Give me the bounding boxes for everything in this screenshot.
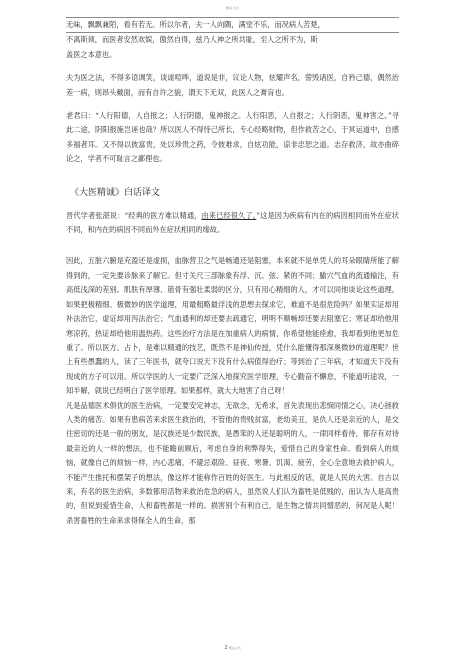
original-line-2: 不离斯须，而医者安然欢娱，傲然自得，兹乃人神之所共耻，至人之所不为，斯 <box>66 35 318 45</box>
original-line-3: 盖医之本意也。 <box>66 49 117 59</box>
footer-watermark: 精品文档 <box>228 646 241 650</box>
translation-paragraph-2: 因此，五脏六腑是充盈还是虚损，血脉营卫之气是畅通还是阻塞，本来就不是单凭人的耳朵眼睛所能了解得到的，一定先要诊脉来了解它。但寸关尺三部脉象有浮、沉、弦、紧的不同；腧穴气血的流通输注，有高低浅深的差别。肌肤有厚薄、筋骨有强壮柔弱的区分，只有用心精细的人，才可以同他谈论这些道理。如果把极精细、极微妙的医学道理，用最粗略最浮浅的思想去探求它，难道不是很危险吗？如果实证却用补法治它，虚证却用泻法治它；气血通利的却还要去疏通它，明明不顺畅却还要去阻塞它；寒证却给他用寒凉药，热证却给他用温热药。这些治疗方法是在加重病人的病情，你希望他能痊愈，我却看到他更加危重了。所以医方、占卜，是难以精通的技艺，既然不是神仙传授，凭什么能懂得那深奥微妙的道理呢？世上有些愚蠢的人，读了三年医书，就夸口说天下没有什么病值得治疗；等到治了三年病，才知道天下没有现成的方子可以用。所以学医的人一定要广泛深入地探究医学原理，专心勤奋不懈怠，不能道听途说，一知半解，就说已经明白了医学原理。如果那样，就大大地害了自己呀！ <box>66 256 399 396</box>
translation-paragraph-3: 凡是品德医术俱优的医生治病，一定要安定神志，无欲念，无希求，首先表现出悲悯同情之心，决心拯救人类的痛苦。如果有患病苦来求医生救治的，不管他的贵贱贫富，老幼美丑，是仇人还是亲近的人，是交往密切的还是一般的朋友，是汉族还是少数民族，是愚笨的人还是聪明的人，一律同样看待，都存有对待最亲近的人一样的想法，也不能瞻前顾后，考虑自身的利弊得失，爱惜自己的身家性命。看到病人的烦恼，就像自己的烦恼一样，内心悲痛，不避忌艰险、昼夜、寒暑、饥渴、疲劳，全心全意地去救护病人，不能产生推托和摆架子的想法，像这样才能称作百姓的好医生。与此相反的话，就是人民的大害。自古以来，有名的医生治病，多数都用活物来救治危急的病人，虽然说人们认为畜牲是低贱的，而认为人是高贵的，但说到爱惜生命，人和畜牲都是一样的。损害别个有利自己，是生物之情共同憎恶的，何况是人呢！杀害畜牲的生命来求得保全人的生命，那 <box>66 400 399 525</box>
original-paragraph-3: 老君曰：“人行阳德，人自报之；人行阴德，鬼神报之。人行阳恶，人自报之；人行阴恶，鬼神害之。”寻此二途，阴阳报施岂诬也哉？所以医人不得恃己所长，专心经略财物，但作救苦之心，于冥运道中，自感多福者耳。又不得以彼富贵，处以珍贵之药，令彼难求，自炫功能，谅非忠恕之道。志存救济，故亦曲碎论之，学者不可耻言之鄙俚也。 <box>66 111 399 164</box>
original-line-1: 无味，飘飘兼陌，看有若无。所以尔者，夫一人向隅，满堂不乐，而况病人苦楚， <box>66 20 325 29</box>
translation-p1-before: 晋代学者张湛说：“经典的医方难以精通， <box>66 210 202 220</box>
page-number: 2 <box>224 645 228 651</box>
page-footer <box>0 645 465 651</box>
page-header-watermark: 精品文档 <box>226 6 239 10</box>
translation-p1-underlined: 由来已经很久了。 <box>201 210 257 220</box>
section-title: 《大医精诚》白话译文 <box>70 187 161 198</box>
original-paragraph-2: 夫为医之法，不得多语调笑，谈谑喧哗，道说是非，议论人物，炫耀声名，訾毁诸医，自矜己德，偶然治差一病，则昂头戴面，而有自许之貌，谓天下无双，此医人之膏肓也。 <box>66 73 399 97</box>
translation-paragraph-1 <box>66 209 399 238</box>
translation-p1-after: ”这是因为疾病有内在的病因相同而外在症状不同，和内在的病因不同而外在症状相同的缘故。 <box>66 210 399 235</box>
document-body <box>66 17 399 528</box>
